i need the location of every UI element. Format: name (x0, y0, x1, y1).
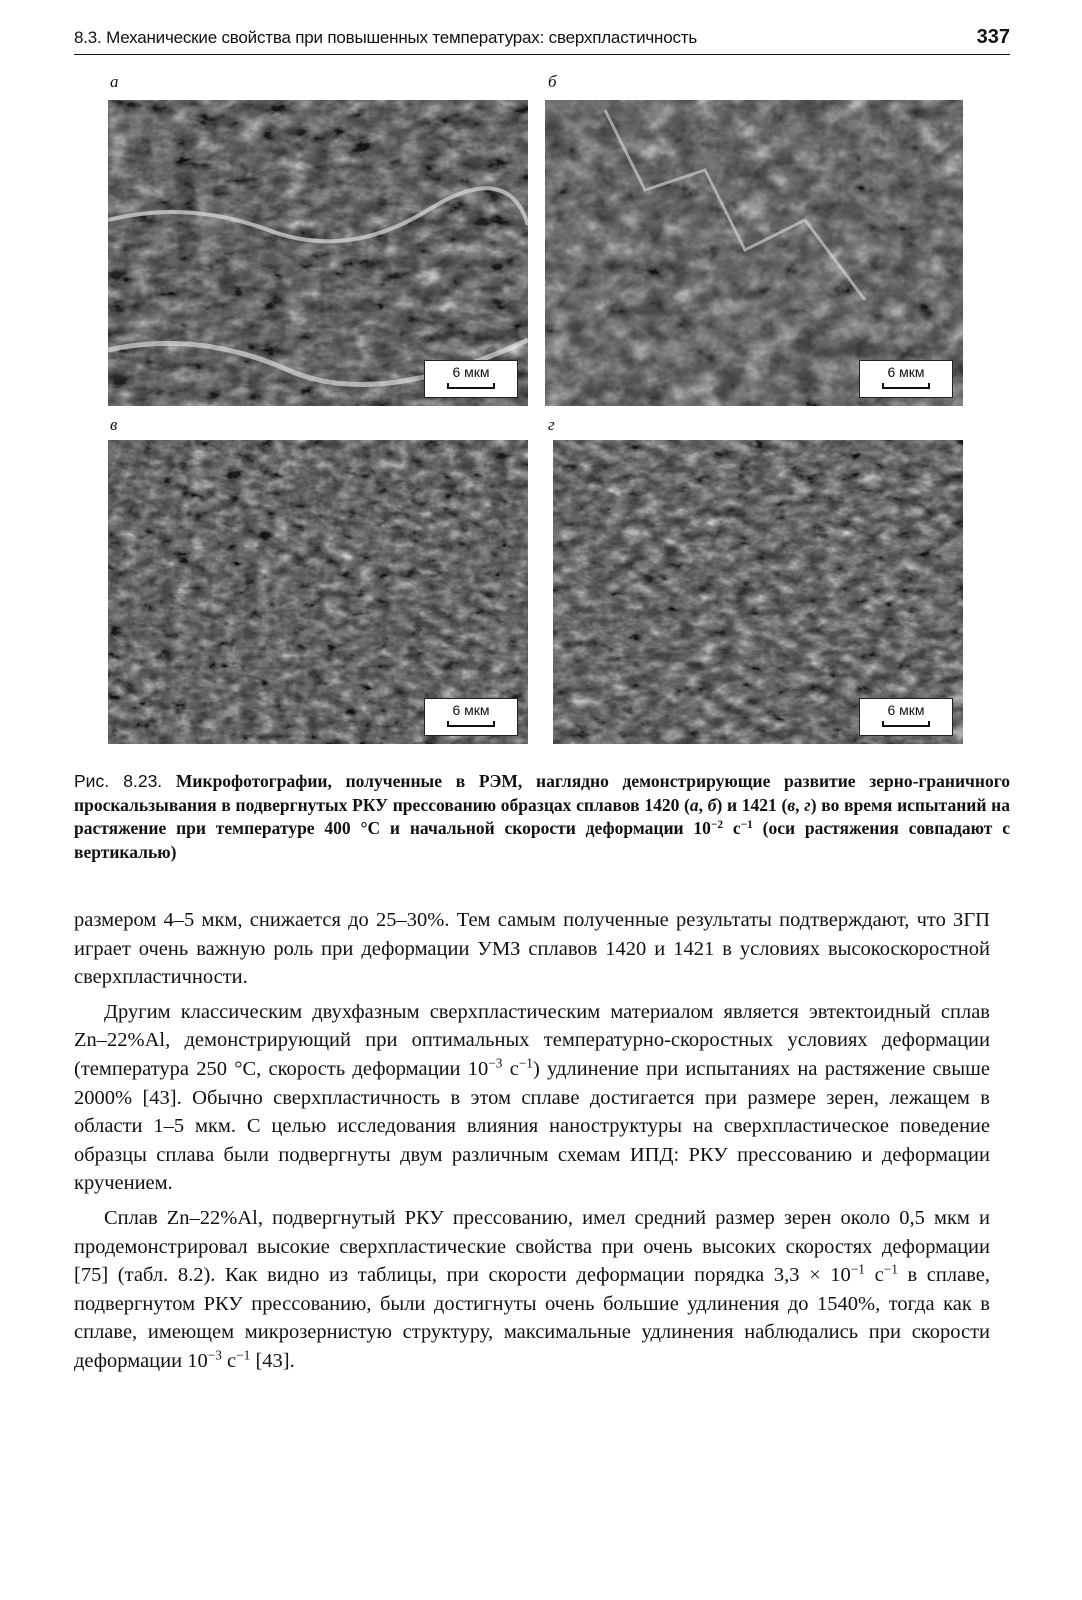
page-number: 337 (976, 26, 1010, 48)
panel-label-c: в (110, 415, 118, 434)
panel-label-b: б (548, 72, 557, 91)
paragraph-3: Сплав Zn–22%Al, подвергнутый РКУ прессованию, имел средний размер зерен около 0,5 мкм и продемонстрировал высокие сверхпластические свойства при очень высоких скоростях деформации [75] (табл. 8.2). Как видно из таблицы, при скорости деформации порядка $3,3 \times 10^{-1}$ $с^{-1}$ в сплаве, подвергнутом РКУ прессованию, были достигнуты очень большие удлинения до 1540%, тогда как в сплаве, имеющем микрозернистую структуру, максимальные удлинения наблюдались при скорости деформации $10^{-3}$ $с^{-1}$ [43]. (74, 1206, 990, 1372)
paragraph-1: размером 4–5 мкм, снижается до 25–30%. Тем самым полученные результаты подтверждают, что ЗГП играет очень важную роль при деформации УМЗ сплавов 1420 и 1421 в условиях высокоскоростной сверхпластичности. (74, 909, 990, 989)
scale-bar-b: 6 мкм (859, 360, 953, 398)
micrograph-a (108, 100, 528, 406)
body-text (74, 906, 990, 1382)
paragraph-2: Другим классическим двухфазным сверхпластическим материалом является эвтектоидный сплав Zn–22%Al, демонстрирующий при оптимальных температурно-скоростных условиях деформации (температура 250 °С, скорость деформации $10^{-3}$ $с^{-1}$) удлинение при испытаниях на растяжение свыше 2000% [43]. Обычно сверхпластичность в этом сплаве достигается при размере зерен, лежащем в области 1–5 мкм. С целью исследования влияния наноструктуры на сверхпластическое поведение образцы сплава были подвергнуты двум различным схемам ИПД: РКУ прессованию и деформации кручением. (74, 1000, 990, 1195)
figure-label: Рис. 8.23. (74, 771, 163, 791)
panel-label-d: г (548, 415, 555, 434)
running-title: 8.3. Механические свойства при повышенных температурах: сверхпластичность (74, 28, 698, 47)
micrograph-c (108, 440, 528, 744)
scale-bar-c: 6 мкм (424, 698, 518, 736)
panel-label-a: а (110, 72, 119, 91)
micrograph-b (545, 100, 963, 406)
scale-bar-a: 6 мкм (424, 360, 518, 398)
figure-caption: Рис. 8.23. Микрофотографии, полученные в РЭМ, наглядно демонстрирующие развитие зерно-граничного проскальзывания в подвергнутых РКУ прессованию образцах сплавов 1420 (а, б) и 1421 (в, г) во время испытаний на растяжение при температуре 400 °С и начальной скорости деформации $10^{-2}$ $с^{-1}$ (оси растяжения совпадают с вертикалью) (74, 771, 1011, 862)
scale-bar-d: 6 мкм (859, 698, 953, 736)
running-header (74, 26, 1010, 55)
micrograph-d (553, 440, 963, 744)
